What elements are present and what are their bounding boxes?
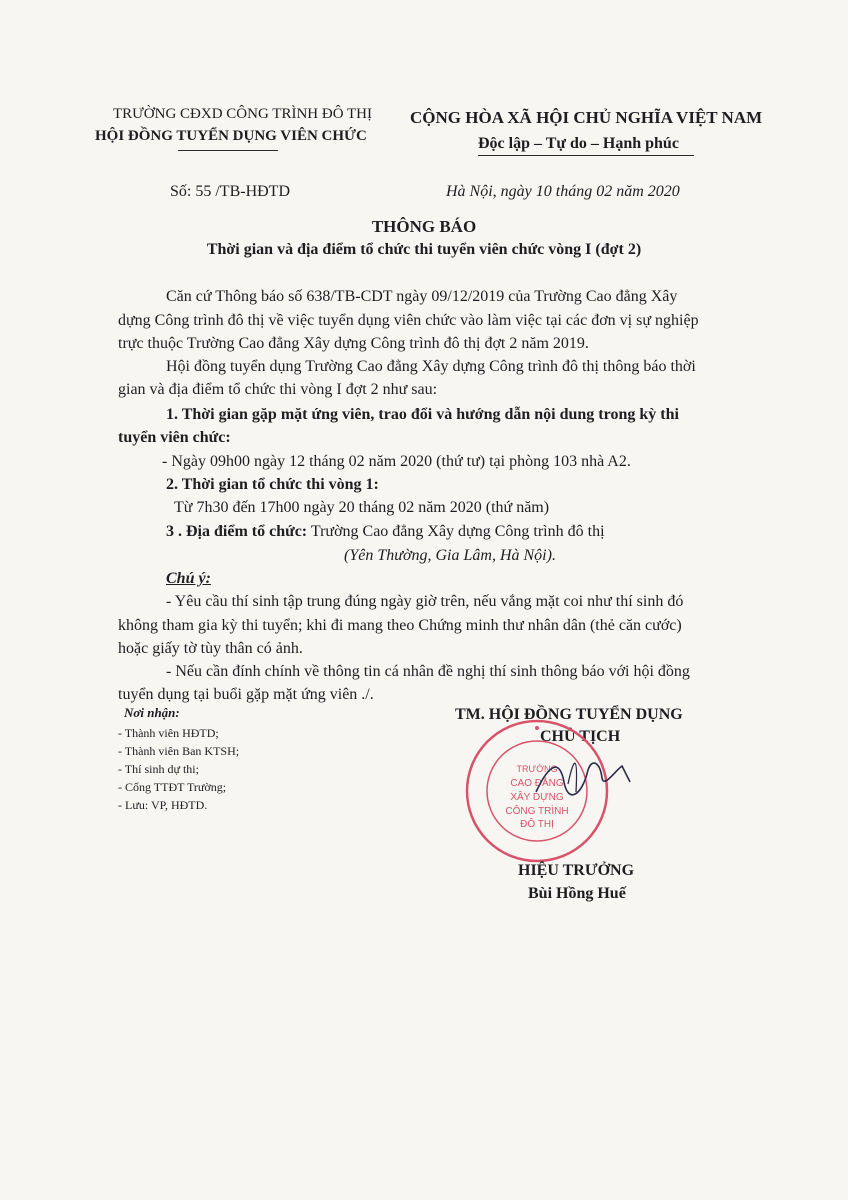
paragraph-basis-line-3: trực thuộc Trường Cao đẳng Xây dựng Công trình đô thị đợt 2 năm 2019.: [118, 335, 589, 352]
org-name: TRƯỜNG CĐXD CÔNG TRÌNH ĐÔ THỊ: [113, 106, 372, 122]
recipients-title: Nơi nhận:: [124, 705, 180, 720]
section-1-heading-line-2: tuyển viên chức:: [118, 429, 231, 446]
document-subtitle: Thời gian và địa điểm tổ chức thi tuyển viên chức vòng I (đợt 2): [206, 241, 642, 258]
nation-name: CỘNG HÒA XÃ HỘI CHỦ NGHĨA VIỆT NAM: [410, 108, 763, 127]
signer-position: HIỆU TRƯỞNG: [518, 862, 635, 879]
section-2-heading: 2. Thời gian tổ chức thi vòng 1:: [166, 476, 379, 493]
stamp-line-2: CAO ĐẲNG: [510, 778, 564, 789]
section-1-heading-line-1: 1. Thời gian gặp mặt ứng viên, trao đổi và hướng dẫn nội dung trong kỳ thi: [166, 406, 679, 423]
stamp-line-5: ĐÔ THỊ: [520, 819, 554, 830]
council-name: HỘI ĐỒNG TUYỂN DỤNG VIÊN CHỨC: [95, 128, 367, 144]
signer-name: Bùi Hồng Huế: [528, 885, 626, 902]
note-1-line-2: không tham gia kỳ thi tuyển; khi đi mang theo Chứng minh thư nhân dân (thẻ căn cước): [118, 617, 682, 634]
recipient-item: - Thành viên Ban KTSH;: [118, 744, 240, 758]
section-3-address: (Yên Thường, Gia Lâm, Hà Nội).: [344, 547, 556, 564]
note-heading: Chú ý:: [166, 570, 211, 587]
recipient-item: - Thành viên HĐTD;: [118, 726, 219, 740]
handwritten-signature: [530, 752, 640, 802]
paragraph-basis-line-2: dựng Công trình đô thị về việc tuyển dụng viên chức vào làm việc tại các đơn vị sự nghiệp: [118, 312, 699, 329]
note-2-line-2: tuyển dụng tại buổi gặp mặt ứng viên ./.: [118, 686, 374, 703]
recipient-item: - Thí sinh dự thi;: [118, 762, 199, 776]
recipient-item: - Cổng TTĐT Trường;: [118, 780, 227, 794]
recipient-item: - Lưu: VP, HĐTD.: [118, 798, 208, 812]
org-underline: [178, 150, 278, 151]
paragraph-announce-line-1: Hội đồng tuyển dụng Trường Cao đẳng Xây dựng Công trình đô thị thông báo thời: [166, 358, 696, 375]
document-title: THÔNG BÁO: [371, 217, 477, 236]
section-3-body: Trường Cao đẳng Xây dựng Công trình đô thị: [307, 523, 605, 540]
motto-underline: [478, 155, 694, 156]
paragraph-announce-line-2: gian và địa điểm tổ chức thi vòng I đợt 2 như sau:: [118, 381, 438, 398]
section-3-line: [166, 521, 605, 543]
signature-on-behalf: TM. HỘI ĐỒNG TUYỂN DỤNG: [455, 706, 683, 723]
paragraph-basis-line-1: Căn cứ Thông báo số 638/TB-CDT ngày 09/12/2019 của Trường Cao đẳng Xây: [166, 288, 678, 305]
note-2-line-1: - Nếu cần đính chính về thông tin cá nhân đề nghị thí sinh thông báo với hội đồng: [166, 663, 690, 680]
note-1-line-1: - Yêu cầu thí sinh tập trung đúng ngày giờ trên, nếu vắng mặt coi như thí sinh đó: [166, 593, 684, 610]
document-number: Số: 55 /TB-HĐTD: [170, 183, 290, 200]
stamp-line-4: CÔNG TRÌNH: [505, 806, 569, 817]
section-3-heading: 3 . Địa điểm tổ chức:: [166, 523, 308, 540]
section-2-body: Từ 7h30 đến 17h00 ngày 20 tháng 02 năm 2020 (thứ năm): [174, 499, 550, 516]
signature-role: CHỦ TỊCH: [540, 728, 621, 745]
stamp-star: [535, 726, 539, 730]
section-1-body: - Ngày 09h00 ngày 12 tháng 02 năm 2020 (thứ tư) tại phòng 103 nhà A2.: [162, 453, 631, 470]
note-1-line-3: hoặc giấy tờ tùy thân có ảnh.: [118, 640, 303, 657]
nation-motto: Độc lập – Tự do – Hạnh phúc: [478, 135, 679, 152]
place-date: Hà Nội, ngày 10 tháng 02 năm 2020: [446, 183, 680, 200]
stamp-line-3: XÂY DỰNG: [510, 792, 564, 803]
stamp-line-1: TRƯỜNG: [516, 764, 558, 774]
